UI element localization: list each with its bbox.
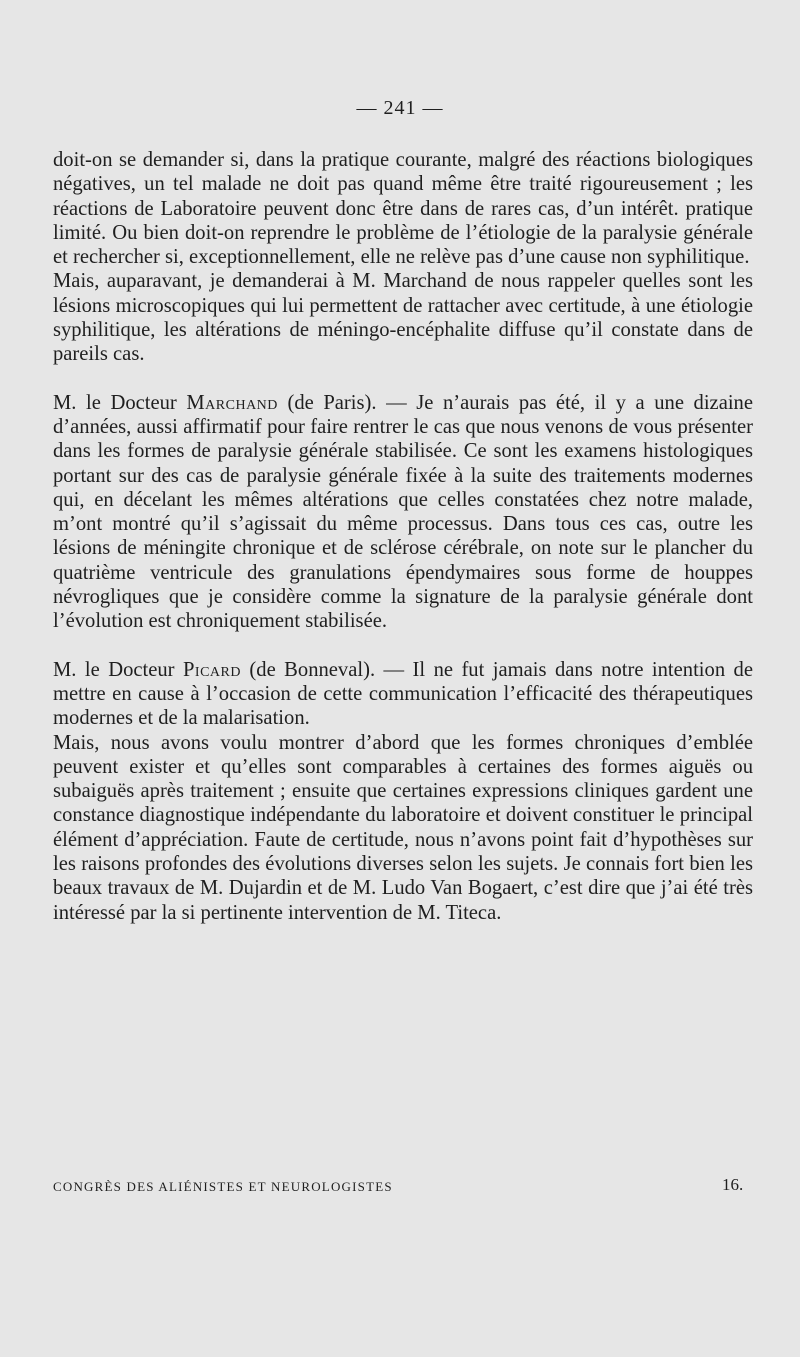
paragraph-5: Mais, nous avons voulu montrer d’abord que les formes chroniques d’emblée peuvent exister et qu’elles sont comparables à certaines des formes aiguës ou subaiguës après traitement ; ensuite que certaines expressions cliniques gardent une constance diagnostique indépendante du laboratoire et doivent constituer le principal élément d’appréciation. Faute de certitude, nous n’avons point fait d’hypothèses sur les raisons profondes des évolutions diverses selon les sujets. Je connais fort bien les beaux travaux de M. Dujardin et de M. Ludo Van Bogaert, c’est dire que j’ai été très intéressé par la si pertinente intervention de M. Titeca. [53, 731, 753, 924]
speaker-name-marchand: Marchand [186, 391, 278, 414]
paragraph-4-text: (de Bonneval). — Il ne fut jamais dans notre intention de mettre en cause à l’occasion de cette communication l’efficacité des thérapeutiques modernes et de la malarisation. [53, 658, 753, 730]
page-body [53, 148, 753, 925]
footer-sheet-number: 16. [722, 1175, 744, 1194]
paragraph-gap [53, 367, 753, 391]
paragraph-4 [53, 658, 753, 731]
page-number: — 241 — [356, 97, 444, 119]
speaker-name-picard: Picard [182, 658, 241, 681]
footer-signature: CONGRÈS DES ALIÉNISTES ET NEUROLOGISTES [53, 1179, 393, 1194]
paragraph-1: doit-on se demander si, dans la pratique courante, malgré des réactions biologiques négatives, un tel malade ne doit pas quand même être traité rigoureusement ; les réactions de Laboratoire peuvent donc être dans de rares cas, d’un intérêt. pratique limité. Ou bien doit-on reprendre le problème de l’étiologie de la paralysie générale et rechercher si, exceptionnellement, elle ne relève pas d’une cause non syphilitique. [53, 149, 753, 269]
paragraph-3-text: (de Paris). — Je n’aurais pas été, il y a une dizaine d’années, aussi affirmatif pour faire rentrer le cas que nous venons de vous présenter dans les formes de paralysie générale stabilisée. Ce sont les examens histologiques portant sur des cas de paralysie générale fixée à la suite des traitements modernes qui, en décelant les mêmes altérations que celles constatées chez notre malade, m’ont montré qu’il s’agissait du même processus. Dans tous ces cas, outre les lésions de méningite chronique et de sclérose cérébrale, on note sur le plancher du quatrième ventricule des granulations épendymaires sous forme de houppes névrogliques que je considère comme la signature de la paralysie générale dont l’évolution est chroniquement stabilisée. [53, 391, 753, 633]
speaker-title: M. le Docteur [53, 658, 183, 681]
paragraph-3 [53, 391, 753, 634]
paragraph-2: Mais, auparavant, je demanderai à M. Marchand de nous rappeler quelles sont les lésions microscopiques qui lui permettent de rattacher avec certitude, à une étiologie syphilitique, les altérations de méningo-encéphalite diffuse qu’il constate dans de pareils cas. [53, 270, 753, 366]
speaker-title: M. le Docteur [53, 391, 187, 414]
paragraph-gap [53, 634, 753, 658]
